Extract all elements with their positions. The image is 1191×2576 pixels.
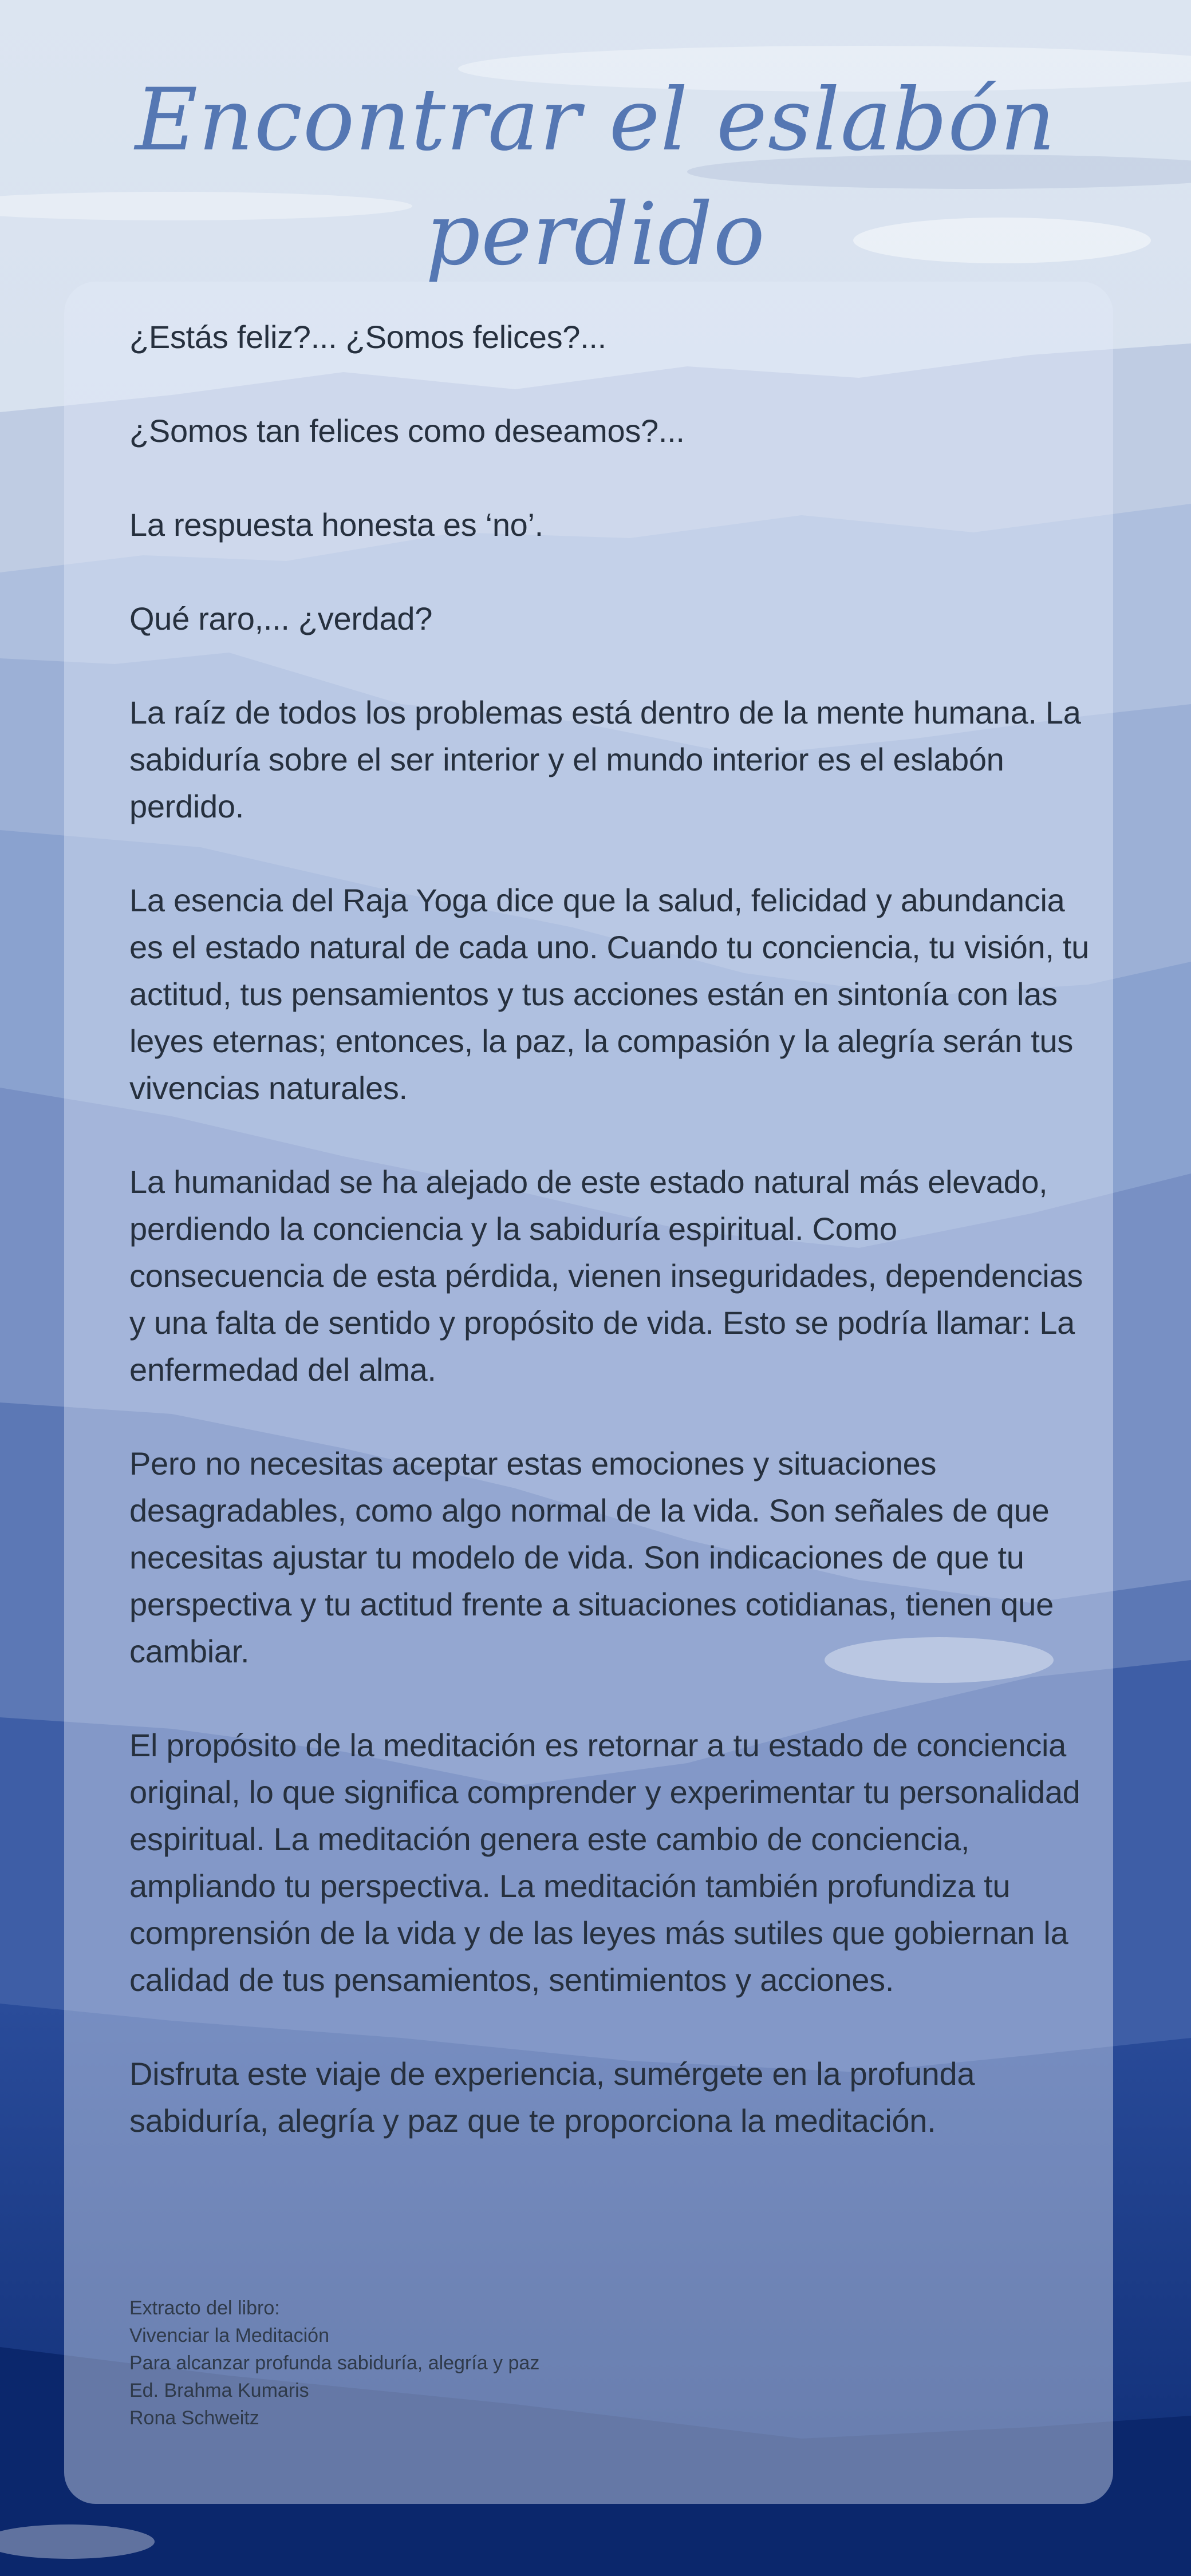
paragraph: La humanidad se ha alejado de este estado natural más elevado, perdiendo la conciencia y la sabiduría espiritual. Como consecuencia de esta pérdida, vienen inseguridades, dependencias y una falta de sentido y propósito de vida. Esto se podría llamar: La enfermedad del alma. bbox=[129, 1164, 1083, 1388]
source-book-subtitle: Para alcanzar profunda sabiduría, alegría y paz bbox=[129, 2352, 540, 2374]
source-author: Rona Schweitz bbox=[129, 2407, 259, 2429]
page-title: Encontrar el eslabón perdido bbox=[135, 70, 1056, 285]
paragraph: Qué raro,... ¿verdad? bbox=[129, 600, 433, 637]
source-publisher: Ed. Brahma Kumaris bbox=[129, 2380, 309, 2401]
paragraph: La respuesta honesta es ‘no’. bbox=[129, 507, 543, 543]
paragraph: ¿Somos tan felices como deseamos?... bbox=[129, 413, 685, 449]
source-book-title: Vivenciar la Meditación bbox=[129, 2325, 329, 2346]
source-credit bbox=[129, 2294, 539, 2432]
source-label: Extracto del libro: bbox=[129, 2297, 280, 2319]
paragraph: El propósito de la meditación es retornar a tu estado de conciencia original, lo que significa comprender y experimentar tu personalidad espiritual. La meditación genera este cambio de conciencia, ampliando tu perspectiva. La meditación también profundiza tu comprensión de la vida y de las leyes más sutiles que gobiernan la calidad de tus pensamientos, sentimientos y acciones. bbox=[129, 1727, 1080, 1998]
paragraph: La esencia del Raja Yoga dice que la salud, felicidad y abundancia es el estado natural de cada uno. Cuando tu conciencia, tu visión, tu actitud, tus pensamientos y tus acciones están en sintonía con las leyes eternas; entonces, la paz, la compasión y la alegría serán tus vivencias naturales. bbox=[129, 882, 1089, 1106]
paragraph: ¿Estás feliz?... ¿Somos felices?... bbox=[129, 319, 606, 355]
paragraph: La raíz de todos los problemas está dentro de la mente humana. La sabiduría sobre el ser interior y el mundo interior es el eslabón perdido. bbox=[129, 694, 1081, 824]
paragraph: Disfruta este viaje de experiencia, sumérgete en la profunda sabiduría, alegría y paz que te proporciona la meditación. bbox=[129, 2056, 975, 2139]
article-body bbox=[129, 314, 1091, 2191]
paragraph: Pero no necesitas aceptar estas emociones y situaciones desagradables, como algo normal de la vida. Son señales de que necesitas ajustar tu modelo de vida. Son indicaciones de que tu perspectiva y tu actitud frente a situaciones cotidianas, tienen que cambiar. bbox=[129, 1445, 1054, 1669]
